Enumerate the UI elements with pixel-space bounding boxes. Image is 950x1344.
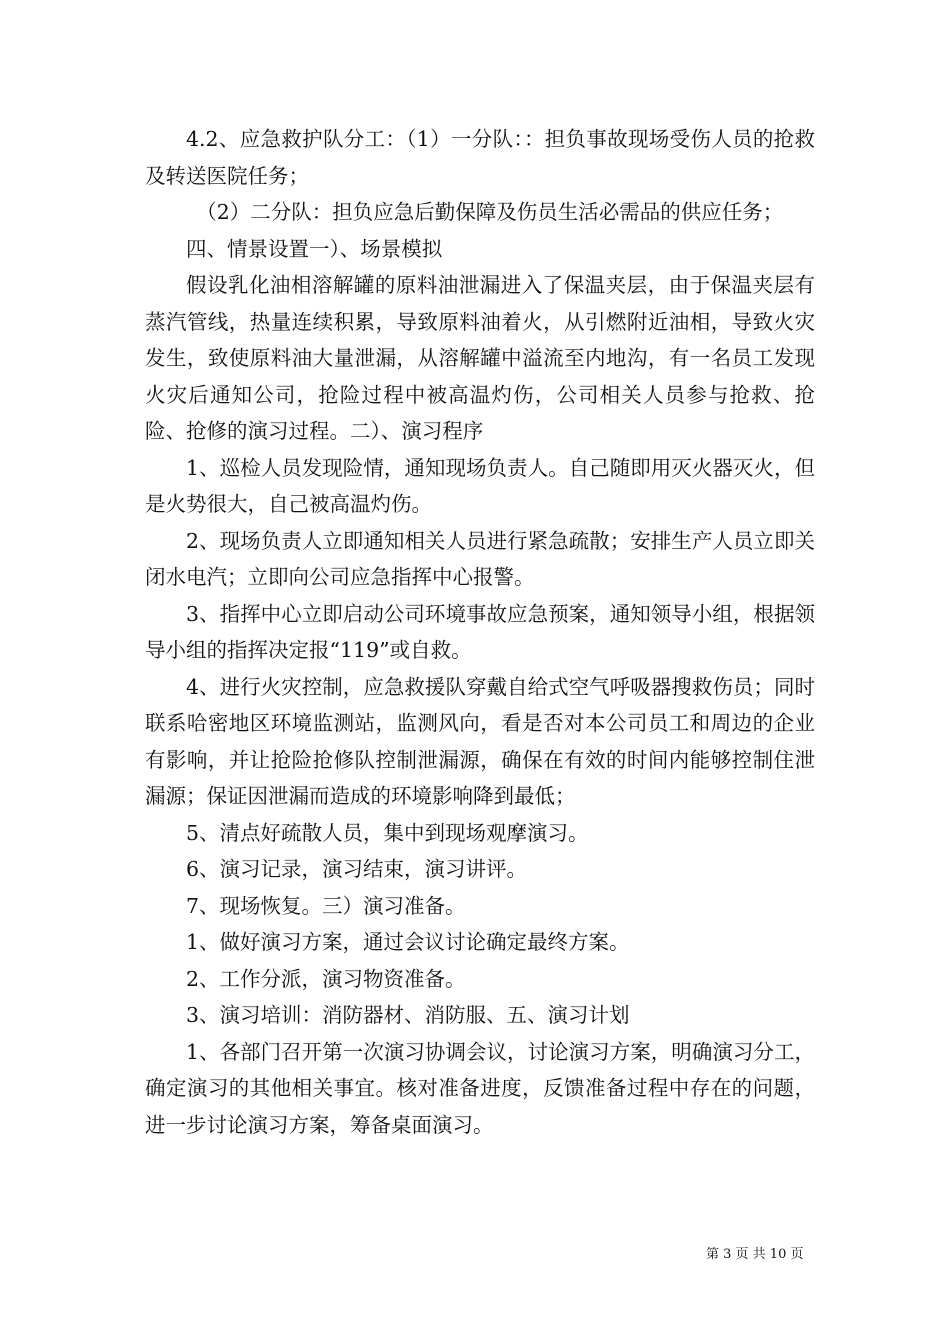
paragraph-step-3: 3、指挥中心立即启动公司环境事故应急预案，通知领导小组，根据领导小组的指挥决定报“119”或自救。 <box>145 601 815 662</box>
paragraph-scenario-heading: 四、情景设置一）、场景模拟 <box>186 236 443 261</box>
paragraph-step-6: 6、演习记录，演习结束，演习讲评。 <box>186 857 528 881</box>
document-body <box>145 121 815 1143</box>
paragraph-step-4: 4、进行火灾控制，应急救援队穿戴自给式空气呼吸器搜救伤员；同时联系哈密地区环境监测站，监测风向，看是否对本公司员工和周边的企业有影响，并让抢险抢修队控制泄漏源，确保在有效的时间内能够控制住泄漏源；保证因泄漏而造成的环境影响降到最低； <box>145 674 815 808</box>
paragraph-team-division: 4.2、应急救护队分工：（1）一分队：：担负事故现场受伤人员的抢救及转送医院任务； <box>145 127 815 188</box>
page-number-footer: 第 3 页 共 10 页 <box>706 1247 804 1262</box>
paragraph-step-5: 5、清点好疏散人员，集中到现场观摩演习。 <box>186 820 589 845</box>
paragraph-prep-3: 3、演习培训：消防器材、消防服、五、演习计划 <box>186 1003 630 1027</box>
paragraph-second-team: （2）二分队：担负应急后勤保障及伤员生活必需品的供应任务； <box>196 200 784 224</box>
paragraph-step-1: 1、巡检人员发现险情，通知现场负责人。自己随即用灭火器灭火，但是火势很大，自己被高温灼伤。 <box>145 455 815 516</box>
paragraph-scenario-description: 假设乳化油相溶解罐的原料油泄漏进入了保温夹层，由于保温夹层有蒸汽管线，热量连续积累，导致原料油着火，从引燃附近油相，导致火灾发生，致使原料油大量泄漏，从溶解罐中溢流至内地沟，有一名员工发现火灾后通知公司，抢险过程中被高温灼伤，公司相关人员参与抢救、抢险、抢修的演习过程。二）、演习程序 <box>145 273 815 443</box>
paragraph-step-7: 7、现场恢复。三）演习准备。 <box>186 893 466 918</box>
paragraph-prep-2: 2、工作分派，演习物资准备。 <box>186 966 466 991</box>
paragraph-plan-1: 1、各部门召开第一次演习协调会议，讨论演习方案，明确演习分工，确定演习的其他相关事宜。核对准备进度，反馈准备过程中存在的问题，进一步讨论演习方案，筹备桌面演习。 <box>145 1039 815 1137</box>
paragraph-prep-1: 1、做好演习方案，通过会议讨论确定最终方案。 <box>186 930 630 954</box>
paragraph-step-2: 2、现场负责人立即通知相关人员进行紧急疏散；安排生产人员立即关闭水电汽；立即向公司应急指挥中心报警。 <box>145 528 815 589</box>
